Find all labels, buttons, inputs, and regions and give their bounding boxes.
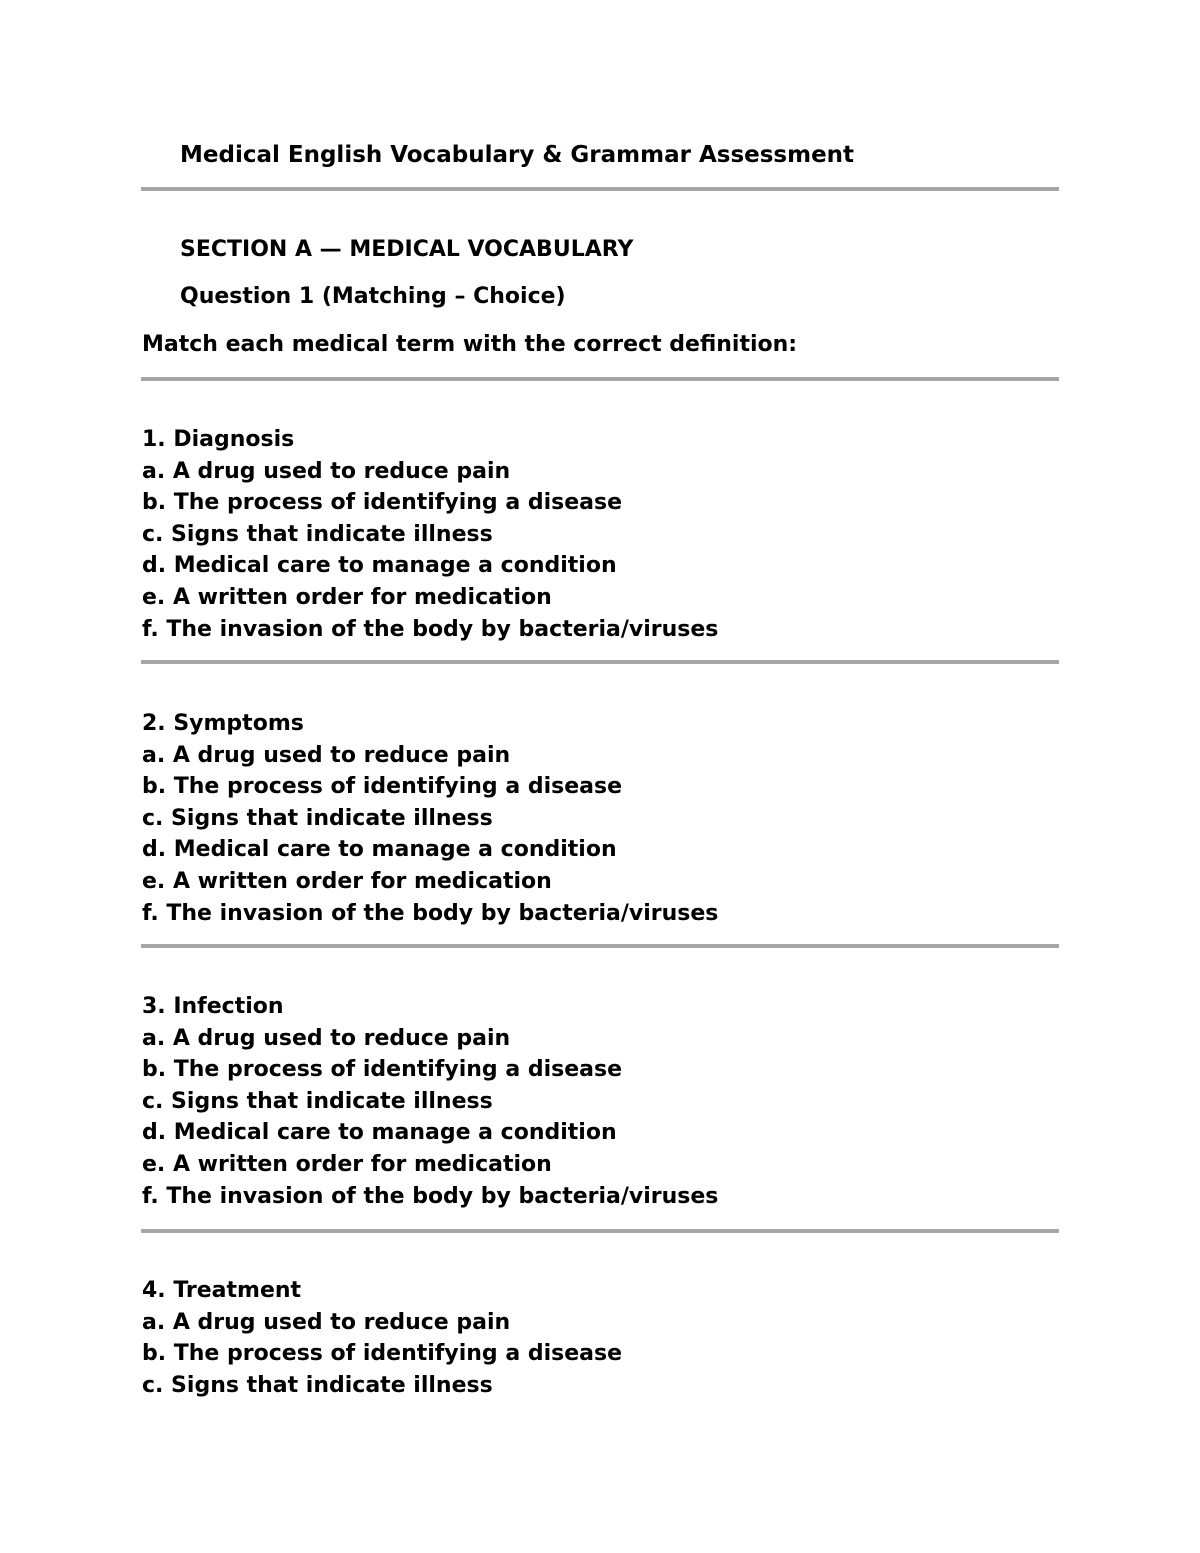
option-d: d. Medical care to manage a condition — [142, 837, 617, 863]
option-e: e. A written order for medication — [142, 868, 552, 894]
option-e: e. A written order for medication — [142, 584, 552, 610]
item-term: 1. Diagnosis — [142, 427, 295, 452]
item-divider — [141, 1229, 1059, 1233]
item-divider — [141, 944, 1059, 948]
option-f: f. The invasion of the body by bacteria/viruses — [142, 616, 719, 642]
option-b: b. The process of identifying a disease — [142, 1057, 623, 1083]
question-item-symptoms — [142, 708, 1082, 929]
option-d: d. Medical care to manage a condition — [142, 553, 617, 579]
item-term: 4. Treatment — [142, 1278, 302, 1303]
option-a: a. A drug used to reduce pain — [142, 1309, 511, 1335]
option-a: a. A drug used to reduce pain — [142, 458, 511, 484]
option-c: c. Signs that indicate illness — [142, 1372, 493, 1398]
instruction-text: Match each medical term with the correct definition: — [142, 332, 798, 357]
item-divider — [141, 660, 1059, 664]
option-b: b. The process of identifying a disease — [142, 1341, 623, 1367]
option-b: b. The process of identifying a disease — [142, 774, 623, 800]
question-heading: Question 1 (Matching – Choice) — [180, 284, 566, 309]
option-f: f. The invasion of the body by bacteria/viruses — [142, 900, 719, 926]
option-f: f. The invasion of the body by bacteria/viruses — [142, 1183, 719, 1209]
option-e: e. A written order for medication — [142, 1151, 552, 1177]
instruction-divider — [141, 377, 1059, 381]
option-c: c. Signs that indicate illness — [142, 805, 493, 831]
option-b: b. The process of identifying a disease — [142, 490, 623, 516]
question-item-diagnosis — [142, 424, 1082, 645]
option-d: d. Medical care to manage a condition — [142, 1120, 617, 1146]
option-a: a. A drug used to reduce pain — [142, 1025, 511, 1051]
item-term: 3. Infection — [142, 994, 284, 1019]
section-heading: SECTION A — MEDICAL VOCABULARY — [180, 237, 634, 262]
option-a: a. A drug used to reduce pain — [142, 742, 511, 768]
question-item-treatment — [142, 1275, 1082, 1401]
option-c: c. Signs that indicate illness — [142, 1088, 493, 1114]
title-divider — [141, 187, 1059, 191]
option-c: c. Signs that indicate illness — [142, 521, 493, 547]
document-title: Medical English Vocabulary & Grammar Assessment — [180, 142, 855, 168]
item-term: 2. Symptoms — [142, 711, 304, 736]
question-item-infection — [142, 991, 1082, 1212]
